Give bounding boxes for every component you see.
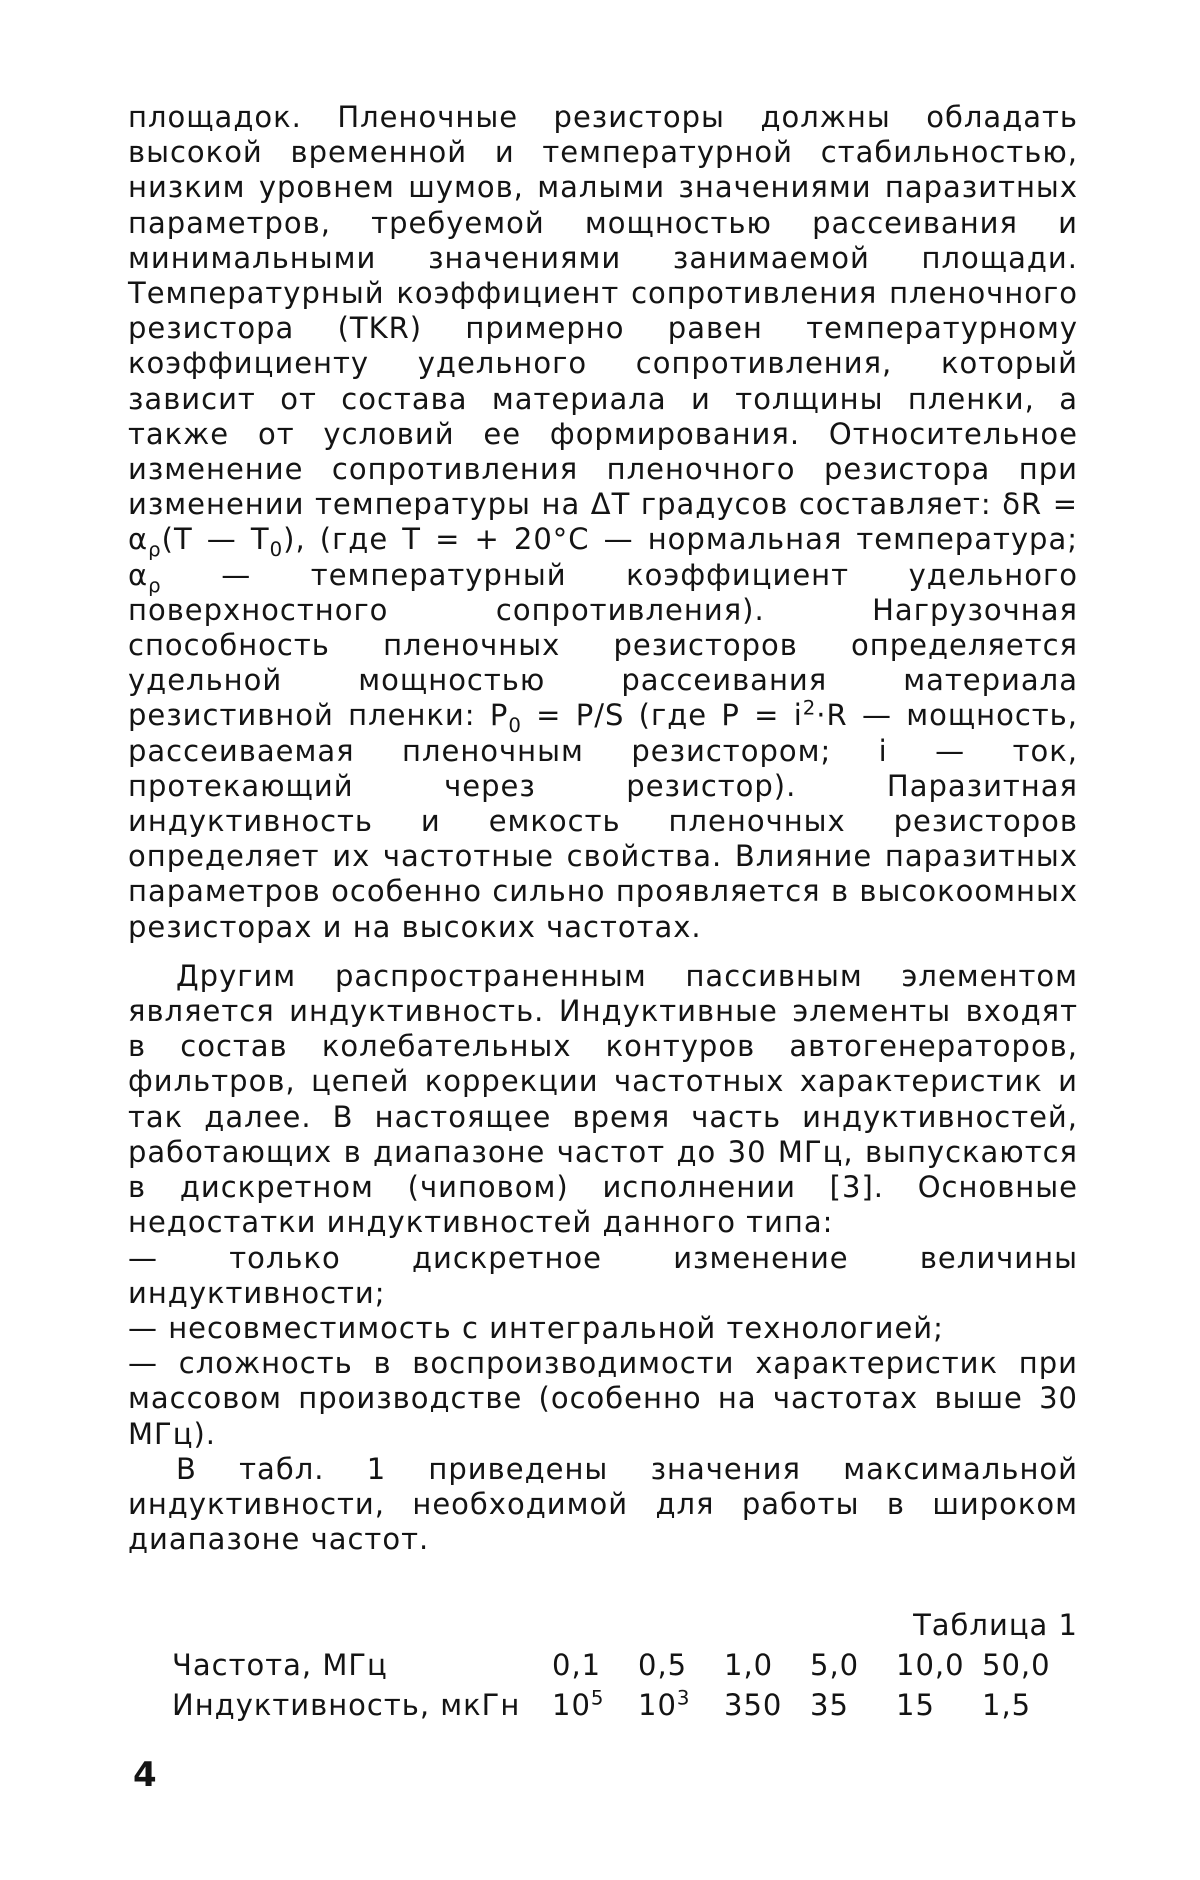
table-cell: 1,0 [724, 1648, 774, 1682]
list-item: — только дискретное изменение величины индуктивности; [128, 1241, 1078, 1311]
subscript-zero: 0 [269, 538, 284, 562]
table-cell: 10,0 [896, 1648, 965, 1682]
paragraph-table-intro: В табл. 1 приведены значения максимальной индуктивности, необходимой для работы в широком диапазоне частот. [128, 1451, 1078, 1557]
frequency-inductance-table [172, 1648, 1068, 1728]
table-cell: 15 [896, 1688, 935, 1722]
table-row [172, 1688, 1068, 1728]
table-cell: 1,5 [982, 1688, 1032, 1722]
table-cell: 50,0 [982, 1648, 1051, 1682]
subscript-rho: ρ [148, 573, 162, 597]
paragraph-1-part-d: — температурный коэффициент удельного поверхностного сопротивления). Нагрузочная способность пленочных резисторов определяется удельной мощностью рассеивания материала резистивной пленки: P [128, 557, 1078, 733]
page-number: 4 [133, 1755, 157, 1795]
table-cell [552, 1688, 638, 1728]
cell-exponent: 3 [676, 1686, 691, 1710]
body-text [128, 100, 1078, 1557]
subscript-zero: 0 [508, 714, 522, 738]
paragraph-inductance: Другим распространенным пассивным элементом является индуктивность. Индуктивные элементы входят в состав колебательных контуров автогенераторов, фильтров, цепей коррекции частотных характеристик и так далее. В настоящее время часть индуктивностей, работающих в диапазоне частот до 30 МГц, выпускаются в дискретном (чиповом) исполнении [3]. Основные недостатки индуктивностей данного типа: [128, 958, 1078, 1240]
cell-base: 10 [552, 1688, 591, 1722]
cell-base: 10 [638, 1688, 677, 1722]
table-row [172, 1648, 1068, 1688]
paragraph-resistors [128, 100, 1078, 945]
table-cell [638, 1688, 724, 1728]
cell-exponent: 5 [590, 1686, 605, 1710]
superscript-two: 2 [802, 696, 817, 720]
subscript-rho: ρ [148, 538, 162, 562]
table-cell: 5,0 [810, 1648, 860, 1682]
paragraph-1-part-a: площадок. Пленочные резисторы должны обладать высокой временной и температурной стабильностью, низким уровнем шумов, малыми значениями паразитных параметров, требуемой мощностью рассеивания и минимальными значениями занимаемой площади. Температурный коэффициент сопротивления пленочного резистора (TKR) примерно равен температурному коэффициенту удельного сопротивления, который зависит от состава материала и толщины пленки, а также от условий ее формирования. Относительное изменение сопротивления пленочного резистора при изменении температуры на ΔT градусов составляет: δR = α [128, 100, 1078, 557]
row-label-inductance: Индуктивность, мкГн [172, 1688, 521, 1722]
table-cell: 35 [810, 1688, 849, 1722]
row-label-frequency: Частота, МГц [172, 1648, 388, 1682]
paragraph-1-part-b: (T — T [161, 522, 270, 557]
list-item: — несовместимость с интегральной технологией; [128, 1311, 1078, 1346]
list-item: — сложность в воспроизводимости характеристик при массовом производстве (особенно на частотах выше 30 МГц). [128, 1346, 1078, 1452]
table-cell: 350 [724, 1688, 783, 1722]
paragraph-1-part-f: ·R — мощность, рассеиваемая пленочным резистором; i — ток, протекающий через резистор). Паразитная индуктивность и емкость пленочных резисторов определяет их частотные свойства. Влияние паразитных параметров особенно сильно проявляется в высокоомных резисторах и на высоких частотах. [128, 698, 1078, 944]
paragraph-1-part-c: ), (где T = + 20°C — нормальная температура; α [128, 522, 1078, 592]
paragraph-1-part-e: = P/S (где P = i [521, 698, 803, 733]
table-caption: Таблица 1 [913, 1608, 1078, 1642]
table-cell: 0,5 [638, 1648, 688, 1682]
table-cell: 0,1 [552, 1648, 602, 1682]
